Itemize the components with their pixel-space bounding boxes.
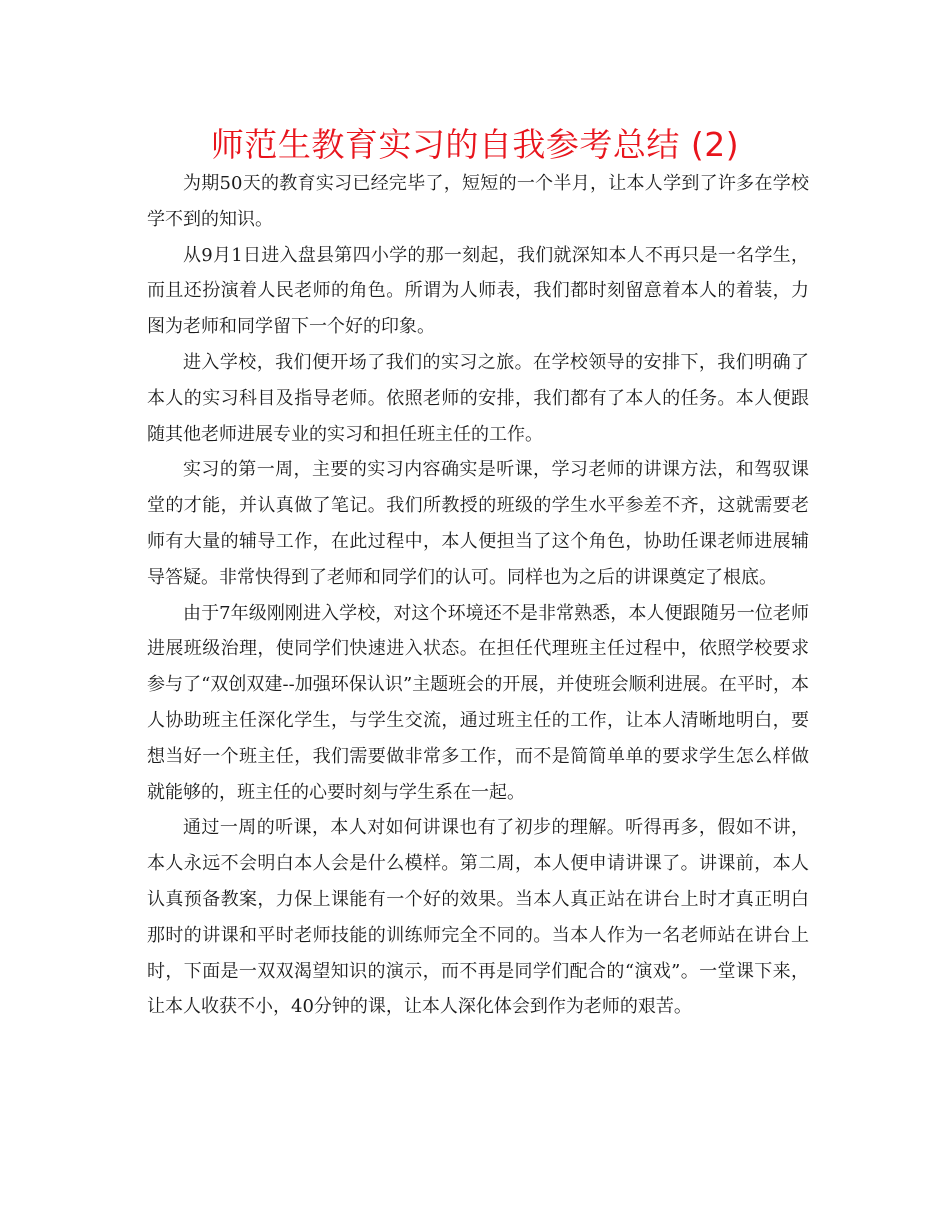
- paragraph-5: 由于7年级刚刚进入学校，对这个环境还不是非常熟悉，本人便跟随另一位老师进展班级治理，使同学们快速进入状态。在担任代理班主任过程中，依照学校要求参与了“双创双建--加强环保认识”主题班会的开展，并使班会顺利进展。在平时，本人协助班主任深化学生，与学生交流，通过班主任的工作，让本人清晰地明白，要想当好一个班主任，我们需要做非常多工作，而不是简简单单的要求学生怎么样做就能够的，班主任的心要时刻与学生系在一起。: [147, 602, 809, 803]
- paragraph-1: 为期50天的教育实习已经完毕了，短短的一个半月，让本人学到了许多在学校学不到的知识。: [147, 173, 809, 230]
- document-title: 师范生教育实习的自我参考总结 (2): [210, 125, 740, 164]
- paragraph-2: 从9月1日进入盘县第四小学的那一刻起，我们就深知本人不再只是一名学生，而且还扮演着人民老师的角色。所谓为人师表，我们都时刻留意着本人的着装，力图为老师和同学留下一个好的印象。: [147, 244, 809, 338]
- paragraph-6: 通过一周的听课，本人对如何讲课也有了初步的理解。听得再多，假如不讲，本人永远不会明白本人会是什么模样。第二周，本人便申请讲课了。讲课前，本人认真预备教案，力保上课能有一个好的效果。当本人真正站在讲台上时才真正明白那时的讲课和平时老师技能的训练师完全不同的。当本人作为一名老师站在讲台上时，下面是一双双渴望知识的演示，而不再是同学们配合的“演戏”。一堂课下来，让本人收获不小，40分钟的课，让本人深化体会到作为老师的艰苦。: [147, 817, 809, 1018]
- paragraph-4: 实习的第一周，主要的实习内容确实是听课，学习老师的讲课方法，和驾驭课堂的才能，并认真做了笔记。我们所教授的班级的学生水平参差不齐，这就需要老师有大量的辅导工作，在此过程中，本人便担当了这个角色，协助任课老师进展辅导答疑。非常快得到了老师和同学们的认可。同样也为之后的讲课奠定了根底。: [147, 459, 809, 588]
- paragraph-3: 进入学校，我们便开场了我们的实习之旅。在学校领导的安排下，我们明确了本人的实习科目及指导老师。依照老师的安排，我们都有了本人的任务。本人便跟随其他老师进展专业的实习和担任班主任的工作。: [147, 351, 809, 445]
- document-body: [147, 166, 809, 1025]
